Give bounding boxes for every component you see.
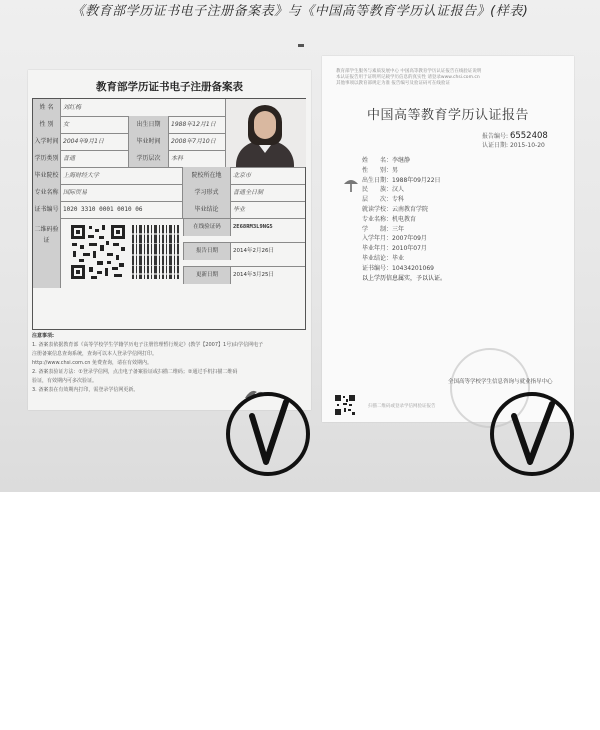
major-label: 专业名称 (33, 184, 61, 201)
table-row (33, 184, 305, 202)
duration-value: 普通全日制 (233, 189, 264, 196)
table-row (183, 242, 305, 260)
qr-code-icon (69, 223, 127, 281)
cert-no-label: 证书编号 (33, 201, 61, 218)
field-line: 毕业结论：毕业 (362, 254, 405, 262)
enroll-date-value: 2004年9月1日 (61, 133, 129, 150)
valid-until-value: 2014年3月25日 (233, 272, 274, 278)
report-date-label: 认证日期: (482, 142, 509, 149)
header-line: 其他事项以教育部规定为准 报告编号及验证码可在线验证 (336, 81, 450, 86)
level-label: 学历层次 (129, 150, 169, 167)
field-line: 学 制：三年 (362, 225, 405, 233)
study-type-value: 普通 (61, 150, 129, 167)
field-line: 毕业年月：2010年07月 (362, 245, 427, 253)
scan-mark (298, 44, 304, 47)
report-fields (362, 156, 562, 283)
field-line: 以上学历信息属实，予以认证。 (362, 274, 447, 282)
header-line: 教育部学生服务与素质发展中心 中国高等教育学历认证报告在线验证说明 (336, 69, 482, 74)
school-label: 毕业院校 (33, 167, 61, 184)
report-no-value: 6552408 (509, 131, 548, 141)
gender-label: 性 别 (33, 116, 61, 133)
school-value: 上海财经大学 (61, 167, 183, 184)
status-label: 毕业结论 (183, 201, 231, 218)
report-no-label: 报告编号: (482, 133, 509, 140)
field-line: 出生日期：1988年09月22日 (362, 176, 441, 184)
table-row (33, 167, 305, 185)
field-line: 入学年月：2007年09月 (362, 235, 427, 243)
report-meta (482, 132, 572, 150)
note-line: http://www.chsi.com.cn 免费查询，请在有效期内。 (32, 360, 152, 366)
note-line: 注意事项: (32, 333, 54, 339)
table-row (183, 218, 305, 236)
duration-label: 学习形式 (183, 184, 231, 201)
report-date-value: 2014年2月26日 (233, 248, 274, 254)
gender-value: 女 (61, 116, 129, 133)
study-type-label: 学历类别 (33, 150, 61, 167)
registration-form-title: 教育部学历证书电子注册备案表 (96, 81, 243, 93)
note-line: 注册备案信息查询系统，查询可以本人登录学信网打印。 (32, 351, 158, 357)
name-label: 姓 名 (33, 99, 61, 116)
status-value: 毕业 (233, 206, 246, 213)
student-photo (225, 99, 306, 167)
valid-until-label: 更新日期 (183, 267, 231, 284)
field-line: 专业名称：机电教育 (362, 215, 417, 223)
online-code-label: 在线验证码 (183, 219, 231, 236)
table-row (183, 266, 305, 284)
grad-date-value: 2008年7月10日 (171, 138, 216, 145)
note-line: 1. 备案表依据教育部《高等学校学生学籍学历电子注册管理暂行规定》(教学【2007】1号)由学信网电子 (32, 342, 264, 348)
table-row (33, 201, 305, 219)
seal-text: 全国高等学校学生信息咨询与就业指导中心 (448, 379, 553, 385)
note-line: 2. 备案表验证方法：①登录学信网，点击电子备案验证或扫描二维码；②通过手机扫描二维码 (32, 369, 238, 375)
school-location-label: 院校所在地 (183, 167, 231, 184)
enroll-date-label: 入学时间 (33, 133, 61, 150)
report-qr-code-icon (334, 394, 356, 416)
check-stamp-icon (490, 392, 574, 476)
check-stamp-icon (226, 392, 310, 476)
report-footer: 扫描二维码或登录学信网验证报告 (368, 404, 436, 409)
emblem-icon (342, 176, 360, 194)
field-line: 证书编号：10434201069 (362, 264, 434, 272)
name-value: 刘红梅 (63, 104, 82, 111)
note-line: 验证，有效期内可多次验证。 (32, 378, 98, 384)
birth-date-value: 1988年12月1日 (171, 121, 216, 128)
certification-report-sheet (322, 56, 574, 422)
registration-form-table (32, 98, 306, 330)
field-line: 民 族：汉人 (362, 186, 405, 194)
barcode-pattern-icon (131, 223, 181, 281)
header-line: 本认证报告用于证明所记载学历信息的真实性 请登录www.chsi.com.cn (336, 75, 480, 80)
cert-no-value: 1020 3310 0001 0010 06 (61, 201, 183, 218)
grad-date-label: 毕业时间 (129, 133, 169, 150)
field-line: 性 别：男 (362, 166, 399, 174)
report-header-notes (336, 69, 562, 87)
field-line: 姓 名：李继静 (362, 157, 411, 164)
report-date-label: 报告日期 (183, 243, 231, 260)
report-title: 中国高等教育学历认证报告 (366, 108, 529, 123)
notes-section (32, 332, 306, 394)
birth-date-label: 出生日期 (129, 116, 169, 133)
report-date-value: 2015-10-20 (509, 142, 545, 149)
online-code-value: 2E68RM3L9NG5 (233, 224, 273, 230)
note-line: 3. 备案表在有效期内打印，需登录学信网更新。 (32, 387, 139, 393)
school-location-value: 北京市 (233, 172, 252, 179)
field-line: 层 次：专科 (362, 196, 405, 204)
field-line: 就读学校：云南教育学院 (362, 205, 429, 213)
level-value: 本科 (171, 155, 184, 162)
major-value: 国际贸易 (61, 184, 183, 201)
registration-form-sheet (28, 70, 311, 410)
qr-label: 二维码验证 (33, 218, 61, 288)
page-caption: 《教育部学历证书电子注册备案表》与《中国高等教育学历认证报告》(样表) (71, 4, 529, 19)
